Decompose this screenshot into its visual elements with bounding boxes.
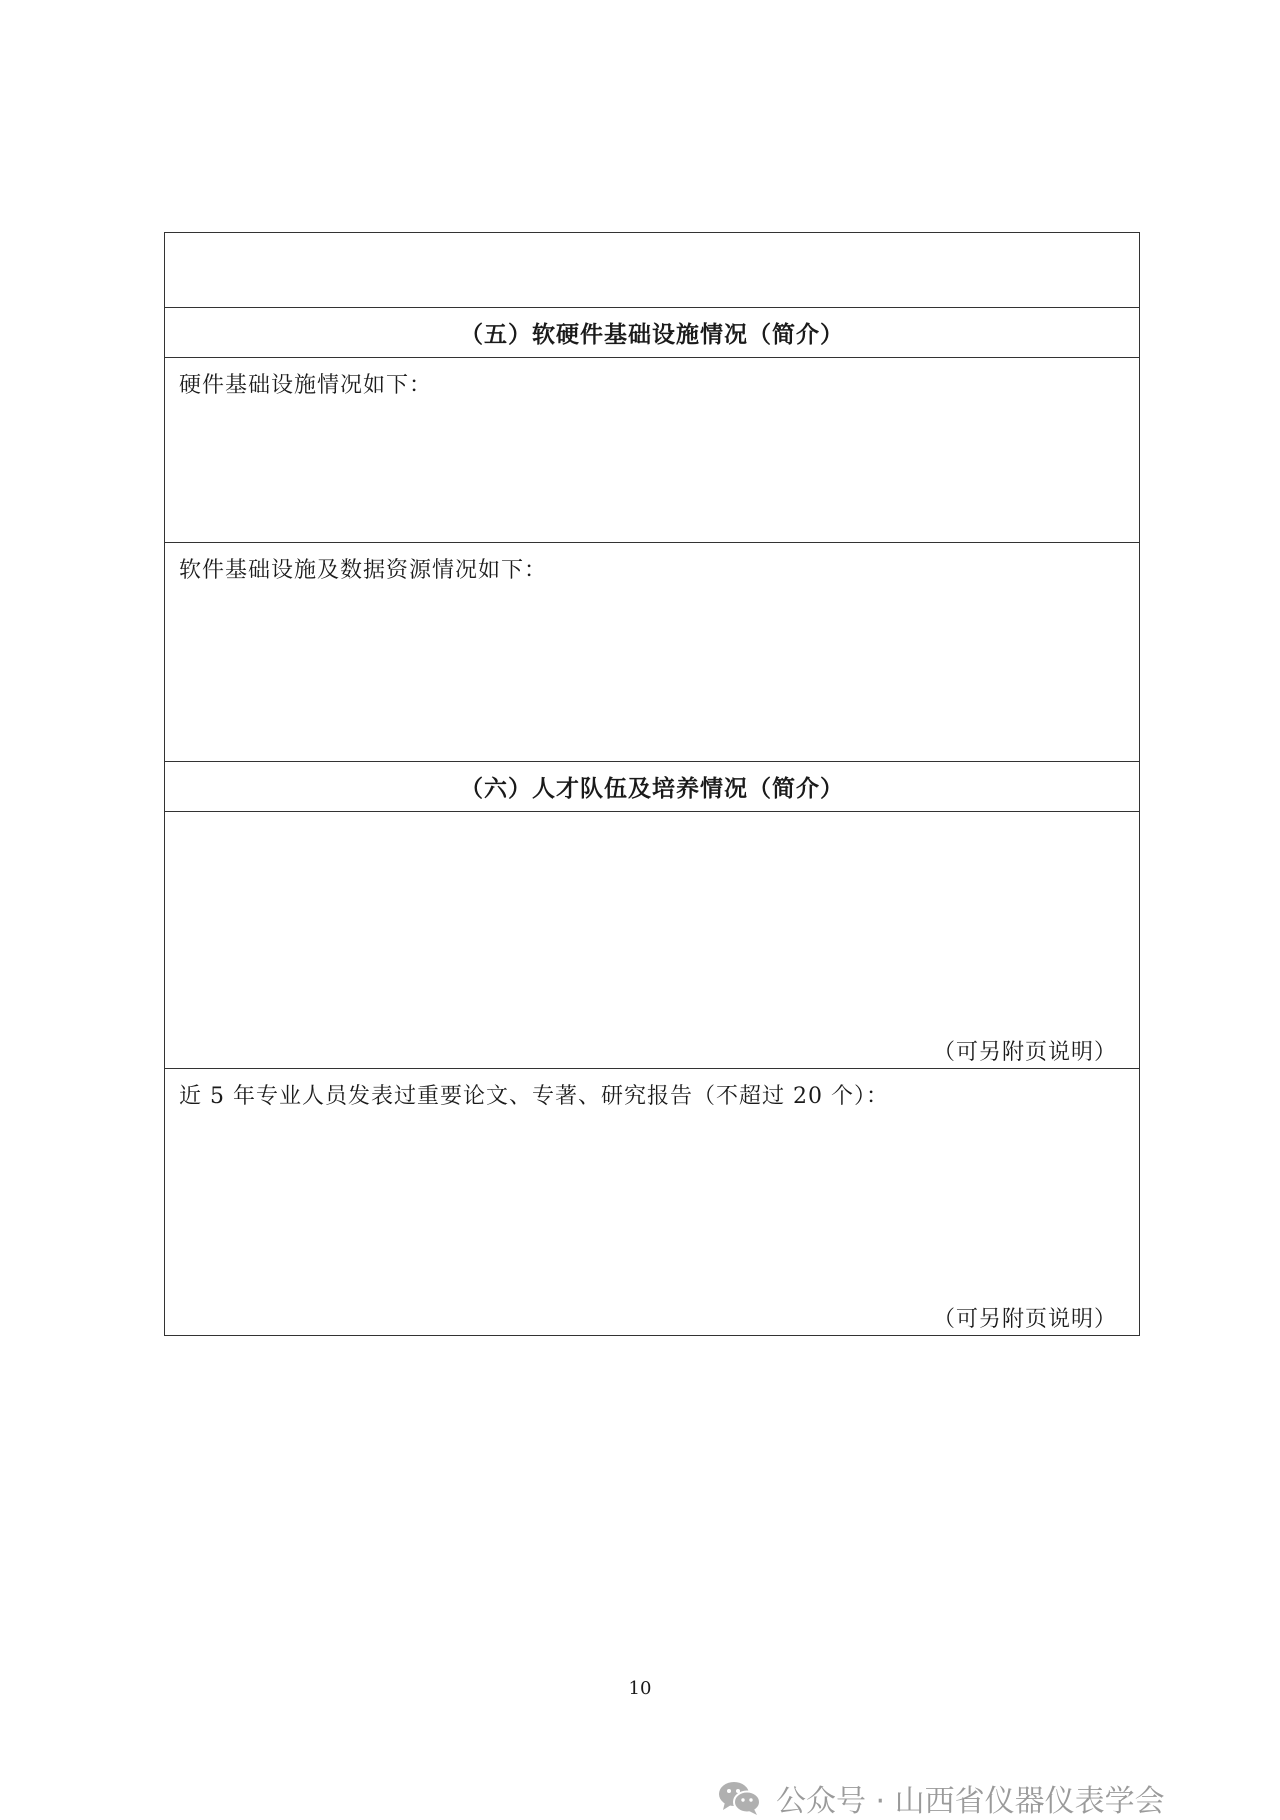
- publications-prompt: 近 5 年专业人员发表过重要论文、专著、研究报告（不超过 20 个）：: [179, 1084, 889, 1109]
- application-form-table: [164, 232, 1140, 1336]
- section6-heading: （六）人才队伍及培养情况（简介）: [165, 762, 1140, 812]
- hardware-prompt: 硬件基础设施情况如下：: [179, 373, 433, 398]
- attach-note-2: （可另附页说明）: [932, 1307, 1117, 1332]
- page-number: 10: [628, 1678, 652, 1699]
- hardware-cell: [165, 358, 1140, 543]
- wechat-icon: [718, 1780, 762, 1816]
- empty-continuation-cell: [165, 233, 1140, 308]
- publications-cell: [165, 1069, 1140, 1336]
- software-prompt: 软件基础设施及数据资源情况如下：: [179, 558, 548, 583]
- section5-heading: （五）软硬件基础设施情况（简介）: [165, 308, 1140, 358]
- attach-note-1: （可另附页说明）: [932, 1040, 1117, 1065]
- talent-cell: [165, 812, 1140, 1069]
- watermark-text: 公众号 · 山西省仪器仪表学会: [776, 1784, 1165, 1819]
- watermark: [718, 1776, 1165, 1820]
- software-cell: [165, 543, 1140, 762]
